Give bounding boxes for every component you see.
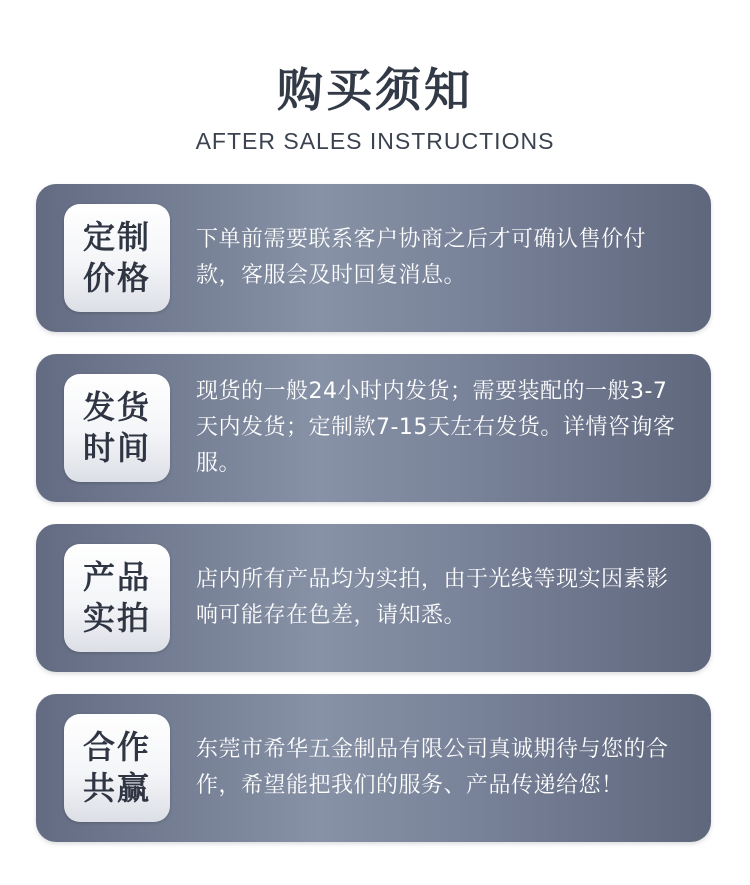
card-badge — [64, 714, 170, 822]
info-card-real-photos — [36, 524, 711, 672]
card-description: 东莞市希华五金制品有限公司真诚期待与您的合作，希望能把我们的服务、产品传递给您！ — [196, 737, 669, 798]
card-badge-label: 产品实拍 — [82, 558, 151, 637]
card-description: 店内所有产品均为实拍，由于光线等现实因素影响可能存在色差，请知悉。 — [196, 567, 669, 628]
page-title: 购买须知 — [277, 63, 473, 117]
card-badge — [64, 544, 170, 652]
card-badge-label: 合作共赢 — [82, 728, 151, 807]
page-subtitle: AFTER SALES INSTRUCTIONS — [195, 128, 555, 154]
info-card-custom-price — [36, 184, 711, 332]
info-card-cooperation — [36, 694, 711, 842]
info-card-shipping-time — [36, 354, 711, 502]
card-badge — [64, 204, 170, 312]
card-badge-label: 定制价格 — [82, 218, 151, 297]
card-description: 现货的一般24小时内发货；需要装配的一般3-7天内发货；定制款7-15天左右发货。详情咨询客服。 — [196, 379, 676, 476]
card-badge-label: 发货时间 — [82, 388, 151, 467]
card-badge — [64, 374, 170, 482]
card-description: 下单前需要联系客户协商之后才可确认售价付款，客服会及时回复消息。 — [196, 227, 647, 288]
